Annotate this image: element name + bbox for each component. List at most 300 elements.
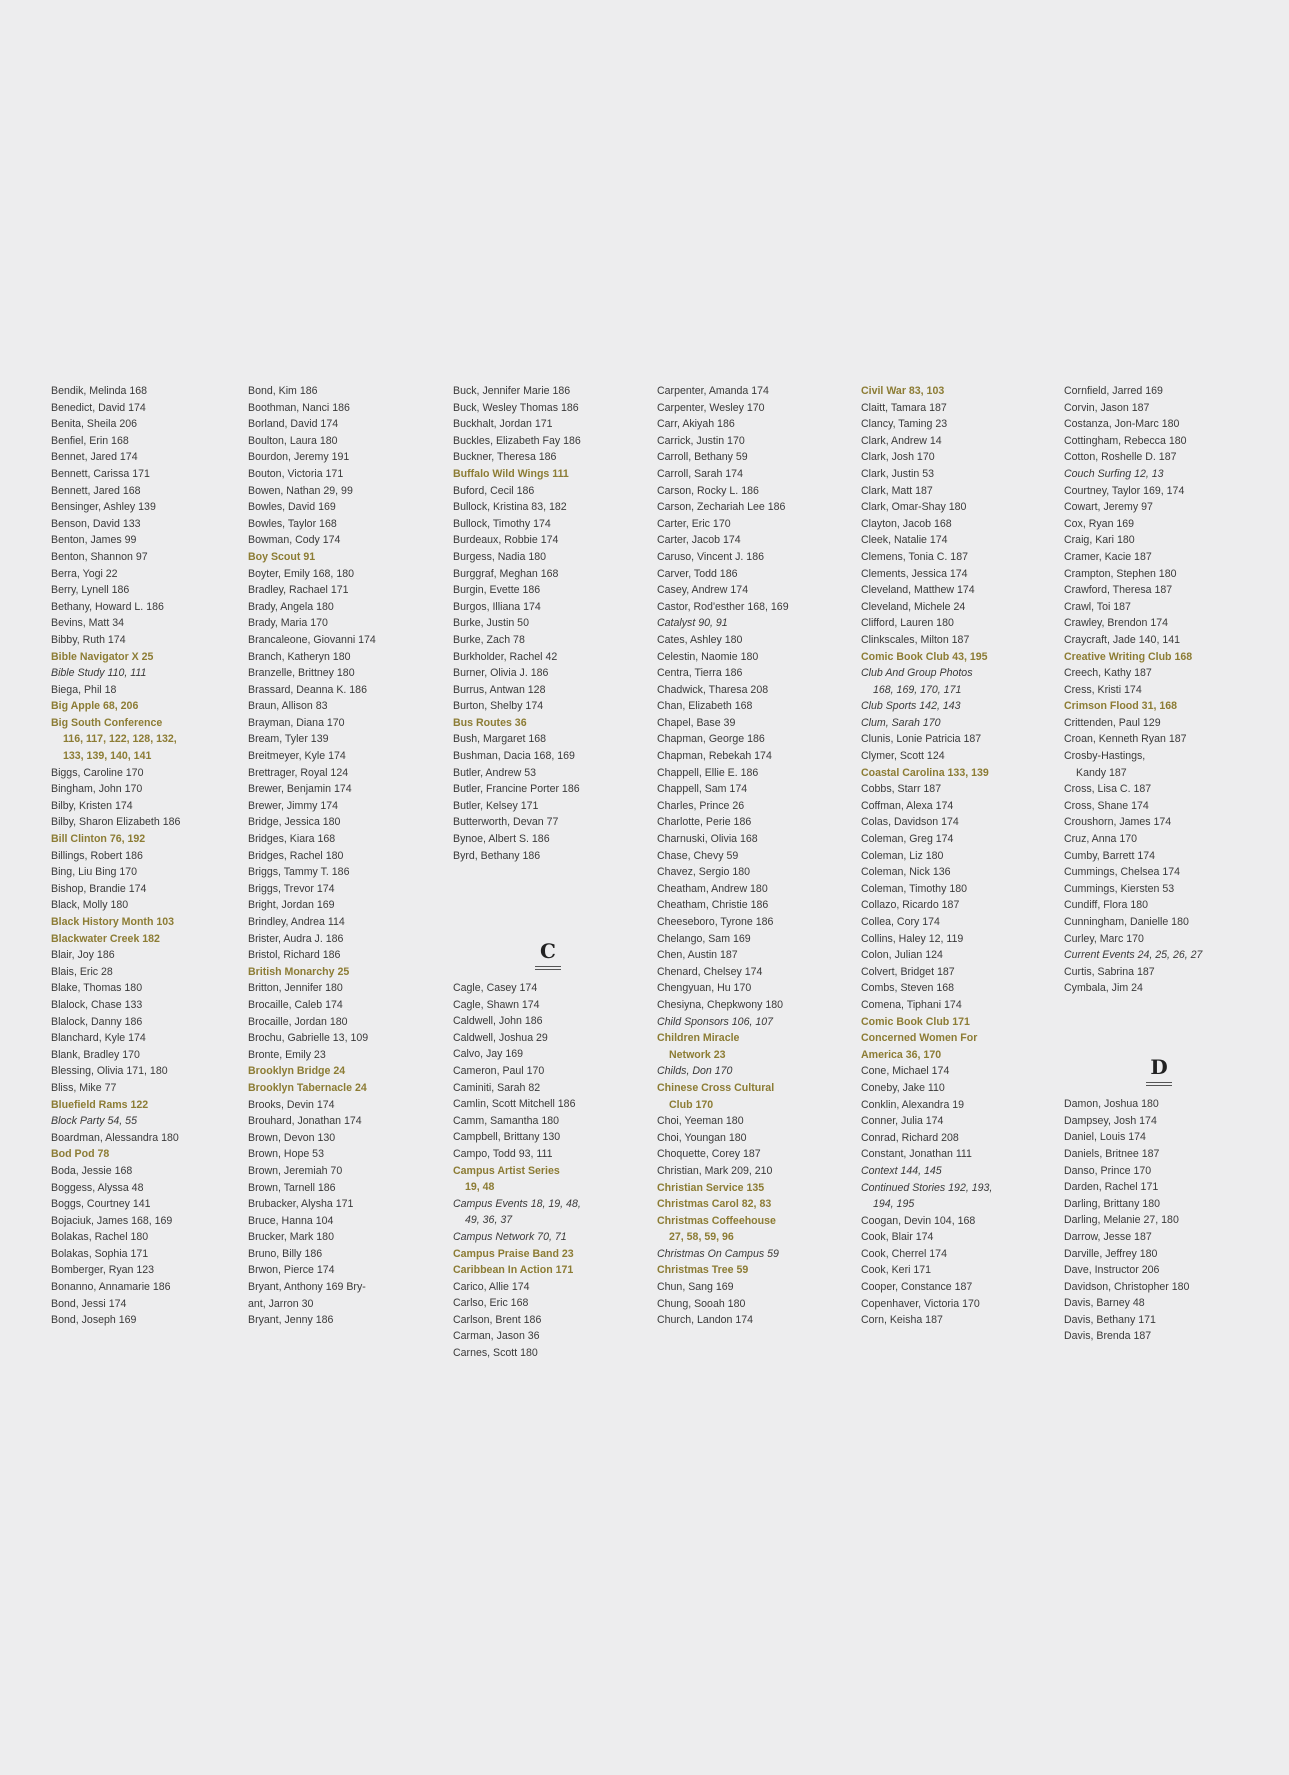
index-entry: Buckner, Theresa 186 [453, 451, 557, 464]
index-entry: Brettrager, Royal 124 [248, 766, 349, 779]
index-entry: Cornfield, Jarred 169 [1064, 385, 1163, 397]
index-entry: Bouton, Victoria 171 [248, 467, 344, 480]
index-entry: Bushman, Dacia 168, 169 [453, 750, 575, 763]
index-entry-highlight: 19, 48 [465, 1181, 495, 1194]
index-entry-italic: Context 144, 145 [861, 1164, 942, 1177]
index-entry: Caldwell, Joshua 29 [453, 1031, 548, 1044]
index-entry: Boda, Jessie 168 [51, 1164, 133, 1177]
index-entry: Carlso, Eric 168 [453, 1297, 529, 1310]
index-column-5 [861, 383, 1051, 1329]
index-entry: Clayton, Jacob 168 [861, 517, 952, 530]
index-entry: Darville, Jeffrey 180 [1064, 1247, 1158, 1260]
index-entry: Brown, Devon 130 [248, 1131, 336, 1144]
index-entry: Clinkscales, Milton 187 [861, 633, 970, 646]
index-entry: Borland, David 174 [248, 418, 339, 431]
index-entry: Cumby, Barrett 174 [1064, 849, 1156, 862]
index-entry-highlight: Black History Month 103 [51, 916, 175, 928]
index-entry: Burgin, Evette 186 [453, 584, 541, 597]
index-entry: Coffman, Alexa 174 [861, 799, 954, 812]
index-entry: Cummings, Chelsea 174 [1064, 866, 1180, 879]
index-entry: Comena, Tiphani 174 [861, 998, 962, 1011]
section-letter-heading [453, 914, 643, 980]
index-entry: Chesiyna, Chepkwony 180 [657, 998, 784, 1011]
index-entry: Biega, Phil 18 [51, 683, 117, 696]
index-entry-highlight: Creative Writing Club 168 [1064, 650, 1193, 663]
index-entry: Butler, Kelsey 171 [453, 799, 539, 812]
index-entry: Bolakas, Sophia 171 [51, 1247, 149, 1260]
index-entry: Boothman, Nanci 186 [248, 401, 350, 414]
index-entry: Blake, Thomas 180 [51, 982, 143, 995]
index-entry: Bowman, Cody 174 [248, 534, 341, 547]
index-column-1 [51, 383, 241, 1329]
index-entry: Carroll, Bethany 59 [657, 451, 748, 464]
index-entry: Chapman, George 186 [657, 733, 765, 746]
index-entry: Blessing, Olivia 171, 180 [51, 1065, 168, 1078]
index-entry: Conner, Julia 174 [861, 1115, 944, 1128]
index-entry: Clark, Justin 53 [861, 467, 935, 480]
index-entry: Chase, Chevy 59 [657, 849, 739, 862]
index-entry: Braun, Allison 83 [248, 700, 328, 713]
index-entry: Boyter, Emily 168, 180 [248, 567, 354, 580]
index-entry: Brown, Hope 53 [248, 1148, 324, 1161]
index-entry: Chun, Sang 169 [657, 1281, 734, 1294]
index-entry: Campbell, Brittany 130 [453, 1131, 561, 1144]
index-entry: Cress, Kristi 174 [1064, 683, 1142, 696]
index-entry: Craycraft, Jade 140, 141 [1064, 633, 1181, 646]
index-entry-italic: Childs, Don 170 [657, 1065, 733, 1078]
index-entry: Caldwell, John 186 [453, 1015, 543, 1028]
index-entry: Bibby, Ruth 174 [51, 633, 126, 646]
index-entry: Centra, Tierra 186 [657, 667, 743, 680]
index-entry: Cheatham, Christie 186 [657, 899, 769, 912]
index-entry: Carr, Akiyah 186 [657, 418, 735, 431]
index-entry: Bristol, Richard 186 [248, 949, 341, 962]
index-entry: Britton, Jennifer 180 [248, 982, 343, 995]
index-entry: Clancy, Taming 23 [861, 418, 948, 431]
index-entry-highlight: Boy Scout 91 [248, 550, 316, 563]
index-entry: Bendik, Melinda 168 [51, 385, 147, 397]
index-entry: Carico, Allie 174 [453, 1280, 530, 1293]
spacer [453, 897, 643, 914]
index-entry-italic: 194, 195 [873, 1198, 915, 1211]
index-column-2 [248, 383, 438, 1329]
index-entry-highlight: Chinese Cross Cultural [657, 1081, 775, 1094]
index-entry: Benson, David 133 [51, 517, 141, 530]
index-entry: Carlson, Brent 186 [453, 1313, 542, 1326]
index-entry-highlight: British Monarchy 25 [248, 965, 350, 978]
index-entry: Clymer, Scott 124 [861, 750, 945, 763]
index-entry: Croushorn, James 174 [1064, 816, 1172, 829]
spacer [1064, 997, 1254, 1014]
index-entry: Bourdon, Jeremy 191 [248, 451, 350, 464]
index-entry: Brooks, Devin 174 [248, 1098, 335, 1111]
index-entry: Coleman, Greg 174 [861, 833, 954, 846]
index-entry: Bennett, Carissa 171 [51, 467, 150, 480]
index-entry: Castor, Rod'esther 168, 169 [657, 600, 789, 613]
index-entry: Bridge, Jessica 180 [248, 816, 341, 829]
index-entry: Crittenden, Paul 129 [1064, 716, 1161, 729]
index-entry-highlight: America 36, 170 [861, 1048, 942, 1061]
index-entry: Davis, Brenda 187 [1064, 1330, 1152, 1343]
index-entry-highlight: Brooklyn Bridge 24 [248, 1065, 346, 1078]
section-rule [1146, 1082, 1172, 1086]
index-entry: Bing, Liu Bing 170 [51, 866, 137, 879]
index-entry: Camlin, Scott Mitchell 186 [453, 1098, 576, 1111]
index-entry: Carpenter, Amanda 174 [657, 385, 769, 397]
index-entry-highlight: Christmas Coffeehouse [657, 1214, 776, 1227]
index-entry: Buckles, Elizabeth Fay 186 [453, 434, 581, 447]
index-entry: Brister, Audra J. 186 [248, 932, 344, 945]
index-entry: Caruso, Vincent J. 186 [657, 550, 764, 563]
index-entry-italic: Current Events 24, 25, 26, 27 [1064, 949, 1203, 962]
index-entry: Blair, Joy 186 [51, 949, 115, 962]
index-entry: Cagle, Shawn 174 [453, 998, 540, 1011]
index-entry: Carter, Eric 170 [657, 517, 731, 530]
index-entry: Cox, Ryan 169 [1064, 517, 1135, 530]
index-entry: Craig, Kari 180 [1064, 534, 1135, 547]
index-entry: Burner, Olivia J. 186 [453, 667, 549, 680]
index-entry: Brown, Jeremiah 70 [248, 1164, 343, 1177]
spacer [453, 881, 643, 898]
index-entry: Cates, Ashley 180 [657, 633, 743, 646]
index-entry: Burgos, Illiana 174 [453, 600, 541, 613]
index-entry: Chenard, Chelsey 174 [657, 965, 763, 978]
index-entry-highlight: Concerned Women For [861, 1032, 978, 1045]
index-entry: Crosby-Hastings, [1064, 750, 1146, 763]
index-entry: Blanchard, Kyle 174 [51, 1032, 146, 1045]
index-entry: Cheeseboro, Tyrone 186 [657, 916, 774, 928]
index-entry: Cummings, Kiersten 53 [1064, 882, 1175, 895]
index-entry: Colas, Davidson 174 [861, 816, 959, 829]
index-entry-highlight: 116, 117, 122, 128, 132, [63, 733, 177, 746]
index-entry: Cameron, Paul 170 [453, 1064, 545, 1077]
index-entry: Coogan, Devin 104, 168 [861, 1214, 976, 1227]
index-entry: Celestin, Naomie 180 [657, 650, 759, 663]
index-entry: Breitmeyer, Kyle 174 [248, 750, 346, 763]
index-entry: Bruce, Hanna 104 [248, 1214, 334, 1227]
index-entry: Davis, Barney 48 [1064, 1297, 1145, 1310]
index-entry: Boardman, Alessandra 180 [51, 1131, 179, 1144]
index-entry-highlight: Network 23 [669, 1048, 726, 1061]
index-entry-highlight: Comic Book Club 43, 195 [861, 650, 988, 663]
index-entry: Chadwick, Tharesa 208 [657, 683, 769, 696]
index-entry: Clemens, Tonia C. 187 [861, 550, 968, 563]
index-entry: Chung, Sooah 180 [657, 1297, 746, 1310]
index-entry: Clunis, Lonie Patricia 187 [861, 733, 982, 746]
index-entry: Daniels, Britnee 187 [1064, 1147, 1160, 1160]
index-entry: Buck, Wesley Thomas 186 [453, 401, 579, 414]
index-entry: Crampton, Stephen 180 [1064, 567, 1177, 580]
index-entry: Carson, Zechariah Lee 186 [657, 501, 786, 514]
index-entry: Cagle, Casey 174 [453, 982, 538, 994]
index-entry: Bream, Tyler 139 [248, 733, 329, 746]
index-entry-highlight: Coastal Carolina 133, 139 [861, 766, 989, 779]
index-entry: Carson, Rocky L. 186 [657, 484, 759, 497]
index-entry-highlight: Big South Conference [51, 716, 163, 729]
index-entry: Choi, Yeeman 180 [657, 1115, 744, 1128]
index-entry: Copenhaver, Victoria 170 [861, 1297, 980, 1310]
index-entry: Brwon, Pierce 174 [248, 1264, 335, 1277]
index-entry: Combs, Steven 168 [861, 982, 955, 995]
index-entry-highlight: Club 170 [669, 1098, 714, 1111]
section-letter-heading [1064, 1030, 1254, 1096]
index-entry: Camm, Samantha 180 [453, 1114, 559, 1127]
index-entry: ant, Jarron 30 [248, 1297, 314, 1310]
index-entry-italic: Continued Stories 192, 193, [861, 1181, 993, 1194]
index-entry-italic: Bible Study 110, 111 [51, 667, 147, 680]
index-entry: Berra, Yogi 22 [51, 567, 118, 580]
section-letter: D [1150, 1055, 1168, 1080]
index-entry: Cleek, Natalie 174 [861, 534, 948, 547]
index-entry: Brayman, Diana 170 [248, 716, 345, 729]
index-entry: Bright, Jordan 169 [248, 899, 335, 912]
index-entry-italic: Club Sports 142, 143 [861, 700, 961, 713]
index-entry: Cook, Keri 171 [861, 1264, 932, 1277]
index-entry-highlight: Bus Routes 36 [453, 716, 527, 729]
index-entry: Charlotte, Perie 186 [657, 816, 752, 829]
index-entry-highlight: Bible Navigator X 25 [51, 650, 154, 663]
index-entry: Briggs, Tammy T. 186 [248, 866, 350, 879]
index-entry: Bennett, Jared 168 [51, 484, 141, 497]
index-entry-italic: 168, 169, 170, 171 [873, 683, 962, 696]
index-entry: Bowles, Taylor 168 [248, 517, 337, 530]
index-entry: Darrow, Jesse 187 [1064, 1230, 1152, 1243]
index-entry: Blais, Eric 28 [51, 965, 113, 978]
index-entry: Christian, Mark 209, 210 [657, 1164, 773, 1177]
index-entry: Billings, Robert 186 [51, 849, 143, 862]
index-entry: Dampsey, Josh 174 [1064, 1114, 1157, 1127]
index-entry: Brucker, Mark 180 [248, 1231, 334, 1244]
index-entry: Chengyuan, Hu 170 [657, 982, 752, 995]
index-entry: Brewer, Jimmy 174 [248, 799, 339, 812]
index-entry: Croan, Kenneth Ryan 187 [1064, 733, 1187, 746]
index-entry-highlight: Brooklyn Tabernacle 24 [248, 1081, 367, 1094]
index-entry: Colon, Julian 124 [861, 949, 943, 962]
index-entry: Brown, Tarnell 186 [248, 1181, 336, 1194]
index-entry: Burke, Zach 78 [453, 633, 525, 646]
index-entry: Daniel, Louis 174 [1064, 1131, 1146, 1144]
index-entry: Corvin, Jason 187 [1064, 401, 1150, 414]
index-entry: Corn, Keisha 187 [861, 1314, 943, 1327]
index-entry: Cooper, Constance 187 [861, 1281, 973, 1294]
index-entry: Cotton, Roshelle D. 187 [1064, 451, 1177, 464]
index-entry: Blank, Bradley 170 [51, 1048, 140, 1061]
index-entry: Benita, Sheila 206 [51, 418, 137, 431]
index-entry-highlight: Civil War 83, 103 [861, 385, 945, 397]
index-entry: Bevins, Matt 34 [51, 617, 125, 630]
index-entry-highlight: 133, 139, 140, 141 [63, 750, 152, 763]
index-entry: Davis, Bethany 171 [1064, 1313, 1156, 1326]
section-letter: C [540, 939, 556, 963]
index-entry: Chappell, Ellie E. 186 [657, 766, 759, 779]
index-entry-italic: Christmas On Campus 59 [657, 1247, 779, 1260]
index-entry-highlight: Blackwater Creek 182 [51, 932, 160, 945]
index-entry: Bruno, Billy 186 [248, 1247, 323, 1260]
index-entry: Cundiff, Flora 180 [1064, 899, 1149, 912]
index-entry: Coneby, Jake 110 [861, 1081, 945, 1094]
index-entry-italic: Catalyst 90, 91 [657, 617, 728, 630]
index-entry: Cook, Blair 174 [861, 1231, 934, 1244]
index-entry: Brewer, Benjamin 174 [248, 783, 352, 796]
index-entry: Campo, Todd 93, 111 [453, 1147, 553, 1160]
index-entry: Bryant, Jenny 186 [248, 1314, 334, 1327]
index-entry-italic: Couch Surfing 12, 13 [1064, 467, 1164, 480]
index-entry: Benfiel, Erin 168 [51, 434, 129, 447]
index-entry: Bridges, Kiara 168 [248, 833, 336, 846]
index-entry: Danso, Prince 170 [1064, 1164, 1152, 1177]
index-entry-highlight: Campus Praise Band 23 [453, 1247, 574, 1260]
index-entry: Courtney, Taylor 169, 174 [1064, 484, 1185, 497]
index-entry: Carpenter, Wesley 170 [657, 401, 765, 414]
index-entry: Byrd, Bethany 186 [453, 849, 541, 862]
index-entry: Bilby, Kristen 174 [51, 799, 133, 812]
index-entry: Collazo, Ricardo 187 [861, 899, 960, 912]
index-entry: Caminiti, Sarah 82 [453, 1081, 541, 1094]
index-entry: Buckhalt, Jordan 171 [453, 418, 553, 431]
index-entry-highlight: 27, 58, 59, 96 [669, 1231, 734, 1244]
index-entry: Clark, Andrew 14 [861, 434, 942, 447]
index-entry: Burton, Shelby 174 [453, 700, 544, 713]
index-entry-highlight: Buffalo Wild Wings 111 [453, 467, 569, 480]
index-entry: Clements, Jessica 174 [861, 567, 968, 580]
index-entry: Cone, Michael 174 [861, 1065, 950, 1078]
index-entry: Butterworth, Devan 77 [453, 816, 559, 829]
index-entry: Bridges, Rachel 180 [248, 849, 344, 862]
index-entry: Coleman, Timothy 180 [861, 882, 967, 895]
index-entry: Buck, Jennifer Marie 186 [453, 385, 571, 397]
index-entry: Burdeaux, Robbie 174 [453, 534, 559, 547]
index-entry: Chapel, Base 39 [657, 716, 736, 729]
index-entry: Kandy 187 [1076, 766, 1127, 779]
index-entry: Clark, Josh 170 [861, 451, 935, 464]
index-entry: Butler, Francine Porter 186 [453, 783, 580, 796]
index-entry-highlight: Caribbean In Action 171 [453, 1264, 574, 1277]
index-entry: Bingham, John 170 [51, 783, 143, 796]
index-entry: Carver, Todd 186 [657, 567, 738, 580]
index-entry: Benton, Shannon 97 [51, 550, 148, 563]
index-entry: Bowen, Nathan 29, 99 [248, 484, 353, 497]
section-rule [535, 966, 561, 970]
index-entry: Collins, Haley 12, 119 [861, 932, 964, 945]
index-entry-highlight: Bod Pod 78 [51, 1148, 110, 1161]
index-entry: Damon, Joshua 180 [1064, 1098, 1159, 1111]
index-entry: Crawley, Brendon 174 [1064, 617, 1169, 630]
index-entry: Branzelle, Brittney 180 [248, 667, 355, 680]
index-entry: Bethany, Howard L. 186 [51, 600, 164, 613]
index-entry: Bush, Margaret 168 [453, 733, 547, 746]
index-entry: Burkholder, Rachel 42 [453, 650, 558, 663]
index-entry: Davidson, Christopher 180 [1064, 1280, 1190, 1293]
index-entry: Dave, Instructor 206 [1064, 1264, 1160, 1277]
index-entry: Coleman, Liz 180 [861, 849, 944, 862]
index-entry: Cross, Lisa C. 187 [1064, 783, 1152, 796]
index-entry-italic: 49, 36, 37 [465, 1214, 513, 1227]
index-entry: Cleveland, Matthew 174 [861, 584, 975, 597]
index-entry: Cymbala, Jim 24 [1064, 982, 1143, 995]
index-entry: Conrad, Richard 208 [861, 1131, 959, 1144]
index-entry: Carter, Jacob 174 [657, 534, 741, 547]
index-entry: Brady, Angela 180 [248, 600, 334, 613]
index-entry: Darling, Brittany 180 [1064, 1197, 1160, 1210]
index-entry: Cross, Shane 174 [1064, 799, 1149, 812]
index-entry: Bond, Joseph 169 [51, 1314, 137, 1327]
index-entry: Bishop, Brandie 174 [51, 882, 147, 895]
index-entry: Briggs, Trevor 174 [248, 882, 335, 895]
index-entry-italic: Child Sponsors 106, 107 [657, 1015, 774, 1028]
index-entry: Brassard, Deanna K. 186 [248, 683, 367, 696]
index-entry: Bensinger, Ashley 139 [51, 501, 156, 514]
index-entry: Buford, Cecil 186 [453, 484, 535, 497]
index-entry: Carman, Jason 36 [453, 1330, 540, 1343]
index-entry: Cramer, Kacie 187 [1064, 550, 1152, 563]
index-entry: Berry, Lynell 186 [51, 584, 130, 597]
index-entry: Coleman, Nick 136 [861, 866, 951, 879]
index-entry: Bond, Kim 186 [248, 385, 318, 397]
index-entry: Burggraf, Meghan 168 [453, 567, 559, 580]
index-entry: Cheatham, Andrew 180 [657, 882, 768, 895]
index-entry: Bradley, Rachael 171 [248, 584, 349, 597]
index-entry: Clark, Omar-Shay 180 [861, 501, 967, 514]
index-entry: Choi, Youngan 180 [657, 1131, 747, 1144]
index-entry: Creech, Kathy 187 [1064, 667, 1152, 680]
index-entry-italic: Clum, Sarah 170 [861, 716, 941, 729]
index-entry: Casey, Andrew 174 [657, 584, 749, 597]
index-entry: Brindley, Andrea 114 [248, 916, 345, 928]
index-entry: Black, Molly 180 [51, 899, 129, 912]
index-entry-highlight: Comic Book Club 171 [861, 1015, 970, 1028]
index-entry: Boggs, Courtney 141 [51, 1198, 151, 1211]
index-entry: Boggess, Alyssa 48 [51, 1181, 144, 1194]
index-entry: Brouhard, Jonathan 174 [248, 1115, 362, 1128]
index-entry: Bullock, Kristina 83, 182 [453, 501, 567, 514]
index-column-3 [453, 383, 643, 1362]
index-entry: Charnuski, Olivia 168 [657, 833, 758, 846]
index-entry-italic: Campus Events 18, 19, 48, [453, 1197, 581, 1210]
index-entry-highlight: Bluefield Rams 122 [51, 1098, 149, 1111]
index-entry: Bowles, David 169 [248, 501, 336, 514]
index-entry: Bullock, Timothy 174 [453, 517, 551, 530]
index-entry: Church, Landon 174 [657, 1314, 754, 1327]
index-entry: Carnes, Scott 180 [453, 1347, 538, 1360]
index-entry-highlight: Campus Artist Series [453, 1164, 560, 1177]
index-entry: Bynoe, Albert S. 186 [453, 833, 550, 846]
index-entry: Darling, Melanie 27, 180 [1064, 1214, 1179, 1227]
index-entry: Brocaille, Caleb 174 [248, 998, 343, 1011]
index-entry: Chelango, Sam 169 [657, 932, 751, 945]
index-entry: Bennet, Jared 174 [51, 451, 138, 464]
index-entry: Burrus, Antwan 128 [453, 683, 546, 696]
index-entry: Cunningham, Danielle 180 [1064, 916, 1189, 928]
index-entry: Curtis, Sabrina 187 [1064, 965, 1155, 978]
index-entry-highlight: Crimson Flood 31, 168 [1064, 700, 1178, 713]
index-entry: Collea, Cory 174 [861, 916, 940, 928]
index-entry: Colvert, Bridget 187 [861, 965, 955, 978]
index-entry-italic: Campus Network 70, 71 [453, 1230, 567, 1243]
index-entry: Calvo, Jay 169 [453, 1048, 524, 1061]
index-entry: Conklin, Alexandra 19 [861, 1098, 965, 1111]
index-entry: Bomberger, Ryan 123 [51, 1264, 155, 1277]
index-entry: Brocaille, Jordan 180 [248, 1015, 348, 1028]
index-entry: Costanza, Jon-Marc 180 [1064, 418, 1180, 431]
index-entry: Brady, Maria 170 [248, 617, 328, 630]
index-entry: Charles, Prince 26 [657, 799, 745, 812]
index-entry: Blalock, Danny 186 [51, 1015, 143, 1028]
index-entry: Cook, Cherrel 174 [861, 1247, 947, 1260]
index-entry: Bilby, Sharon Elizabeth 186 [51, 816, 181, 829]
index-entry: Carrick, Justin 170 [657, 434, 745, 447]
index-entry: Boulton, Laura 180 [248, 434, 338, 447]
index-entry: Darden, Rachel 171 [1064, 1181, 1159, 1194]
